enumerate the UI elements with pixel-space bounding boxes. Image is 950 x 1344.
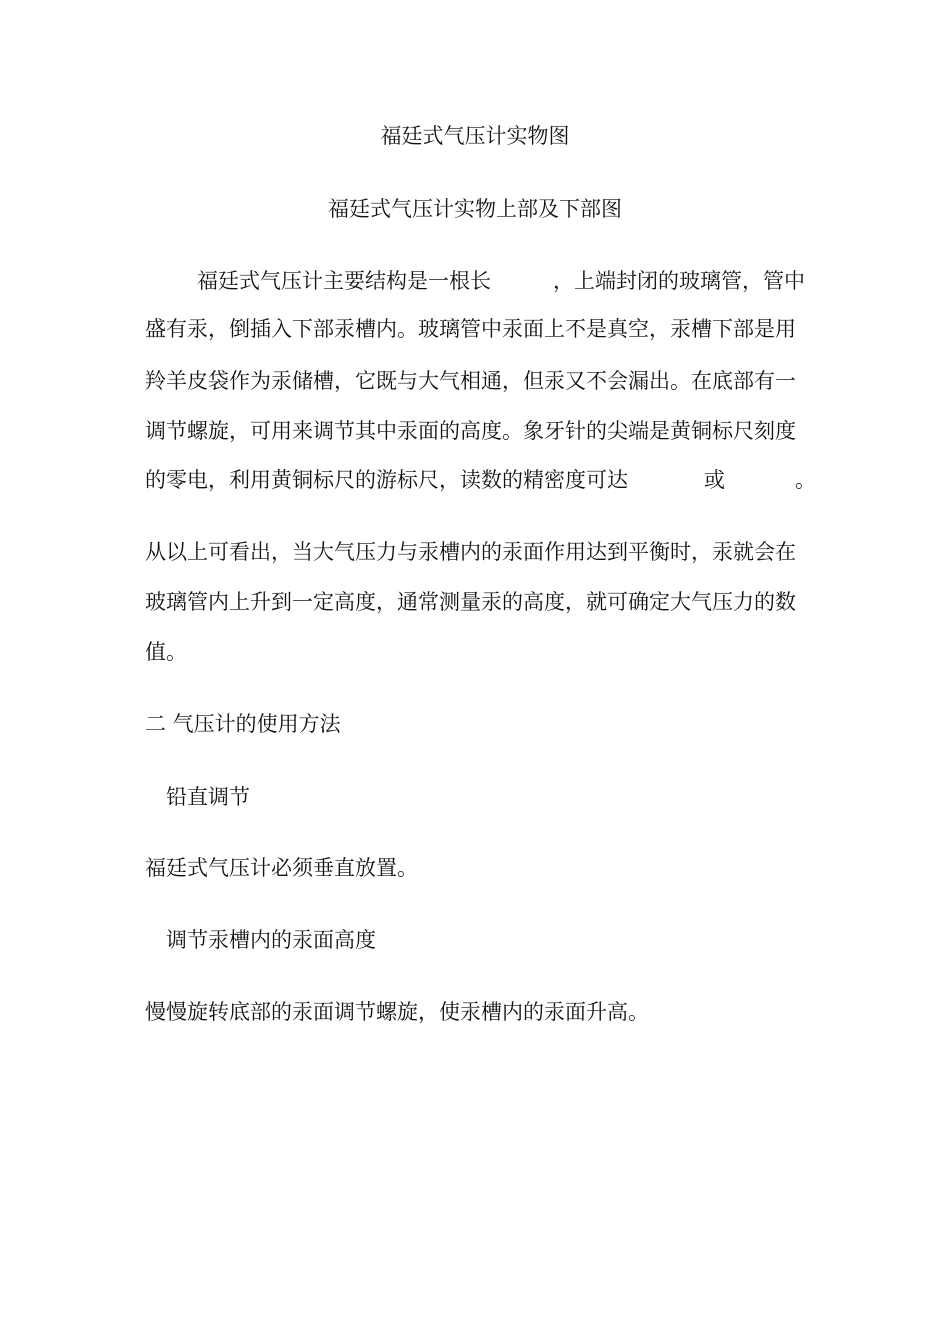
section-heading: 二 气压计的使用方法 [145,712,341,736]
para1-line4: 调节螺旋，可用来调节其中汞面的高度。象牙针的尖端是黄铜标尺刻度 [145,419,796,443]
step2-body: 慢慢旋转底部的汞面调节螺旋，使汞槽内的汞面升高。 [145,1000,649,1024]
para2-line1: 从以上可看出，当大气压力与汞槽内的汞面作用达到平衡时，汞就会在 [145,540,796,564]
para1-line1-text-a: 福廷式气压计主要结构是一根长 [197,269,491,293]
para2-line3: 值。 [145,640,187,664]
step1-body: 福廷式气压计必须垂直放置。 [145,856,418,880]
figure-caption-2: 福廷式气压计实物上部及下部图 [328,197,622,221]
para1-line5 [145,465,816,495]
step2-heading: 调节汞槽内的汞面高度 [166,928,376,952]
figure-caption-1: 福廷式气压计实物图 [380,124,570,148]
para1-line5-text-a: 的零电，利用黄铜标尺的游标尺，读数的精密度可达 [145,468,628,492]
para1-line3: 羚羊皮袋作为汞储槽，它既与大气相通，但汞又不会漏出。在底部有一 [145,369,796,393]
para2-line2: 玻璃管内上升到一定高度，通常测量汞的高度，就可确定大气压力的数 [145,590,796,614]
para1-line1-text-b: ，上端封闭的玻璃管，管中 [553,269,805,293]
step1-heading: 铅直调节 [166,785,250,809]
para1-line1 [145,266,805,296]
para1-line2: 盛有汞，倒插入下部汞槽内。玻璃管中汞面上不是真空，汞槽下部是用 [145,317,796,341]
para1-line5-text-c: 。 [795,468,816,492]
para1-line5-text-b: 或 [704,468,725,492]
